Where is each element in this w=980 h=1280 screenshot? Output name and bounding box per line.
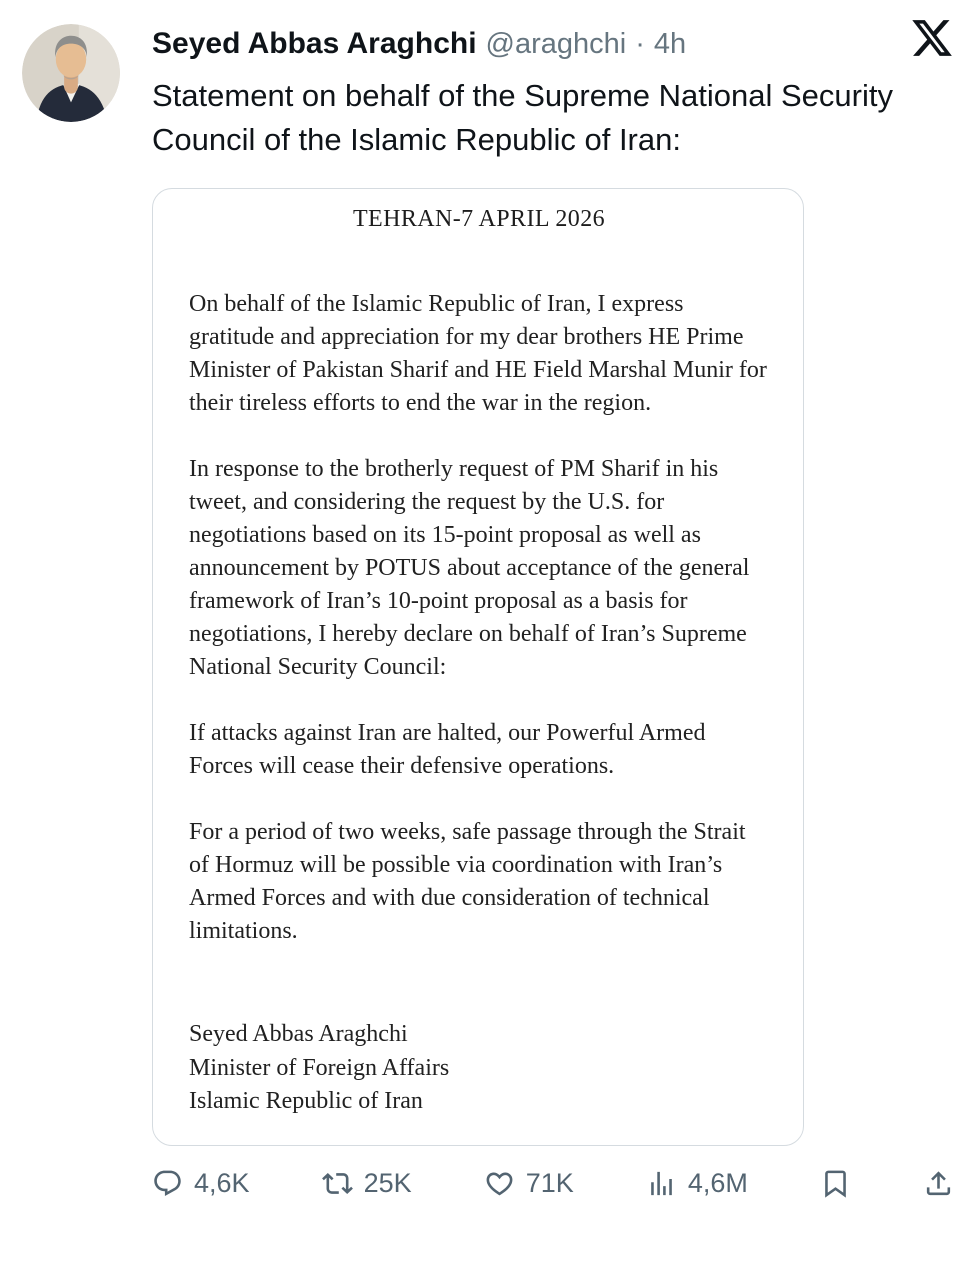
action-bar bbox=[152, 1168, 958, 1199]
share-icon bbox=[923, 1168, 954, 1199]
repost-button[interactable] bbox=[322, 1168, 412, 1199]
like-count: 71K bbox=[525, 1167, 574, 1198]
timestamp[interactable]: 4h bbox=[653, 28, 687, 60]
dot-separator: · bbox=[635, 28, 645, 60]
statement-signature bbox=[189, 1018, 769, 1119]
bookmark-icon bbox=[820, 1168, 851, 1199]
x-logo-icon[interactable] bbox=[910, 16, 954, 60]
statement-paragraph: If attacks against Iran are halted, our Powerful Armed Forces will cease their defensive operations. bbox=[189, 720, 706, 779]
signature-line: Islamic Republic of Iran bbox=[189, 1088, 423, 1114]
statement-body bbox=[189, 288, 769, 948]
avatar[interactable] bbox=[22, 24, 120, 122]
signature-line: Minister of Foreign Affairs bbox=[189, 1054, 450, 1081]
tweet-text: Statement on behalf of the Supreme National Security Council of the Islamic Republic of Iran: bbox=[152, 78, 893, 157]
reply-count: 4,6K bbox=[194, 1167, 250, 1198]
statement-paragraph: On behalf of the Islamic Republic of Iran, I express gratitude and appreciation for my dear brothers HE Prime Minister of Pakistan Sharif and HE Field Marshal Munir for their tireless efforts to end the war in the region. bbox=[189, 291, 767, 416]
author-name[interactable]: Seyed Abbas Araghchi bbox=[152, 27, 477, 60]
reply-icon bbox=[152, 1168, 183, 1199]
like-button[interactable] bbox=[484, 1168, 574, 1199]
statement-image-card[interactable] bbox=[152, 188, 804, 1146]
statement-paragraph: In response to the brotherly request of PM Sharif in his tweet, and considering the request by the U.S. for negotiations based on its 15-point proposal as well as announcement by POTUS about acceptance of the general framework of Iran’s 10-point proposal as a basis for negotiations, I hereby declare on behalf of Iran’s Supreme National Security Council: bbox=[189, 456, 750, 680]
repost-icon bbox=[322, 1168, 353, 1199]
tweet-content bbox=[152, 24, 958, 1199]
views-button[interactable] bbox=[646, 1168, 748, 1199]
statement-paragraph: For a period of two weeks, safe passage through the Strait of Hormuz will be possible via coordination with Iran’s Armed Forces and with due consideration of technical limitations. bbox=[189, 819, 746, 944]
bookmark-button[interactable] bbox=[820, 1168, 851, 1199]
share-button[interactable] bbox=[923, 1168, 954, 1199]
avatar-column bbox=[22, 24, 120, 1199]
views-count: 4,6M bbox=[687, 1167, 748, 1198]
repost-count: 25K bbox=[363, 1167, 412, 1198]
profile-photo bbox=[22, 24, 120, 122]
user-handle[interactable]: @araghchi bbox=[485, 28, 627, 60]
reply-button[interactable] bbox=[152, 1168, 250, 1199]
user-row bbox=[152, 24, 958, 64]
statement-dateline: TEHRAN-7 APRIL 2026 bbox=[352, 206, 606, 232]
heart-icon bbox=[484, 1168, 515, 1199]
signature-line: Seyed Abbas Araghchi bbox=[189, 1021, 408, 1047]
views-bar-chart-icon bbox=[646, 1168, 677, 1199]
